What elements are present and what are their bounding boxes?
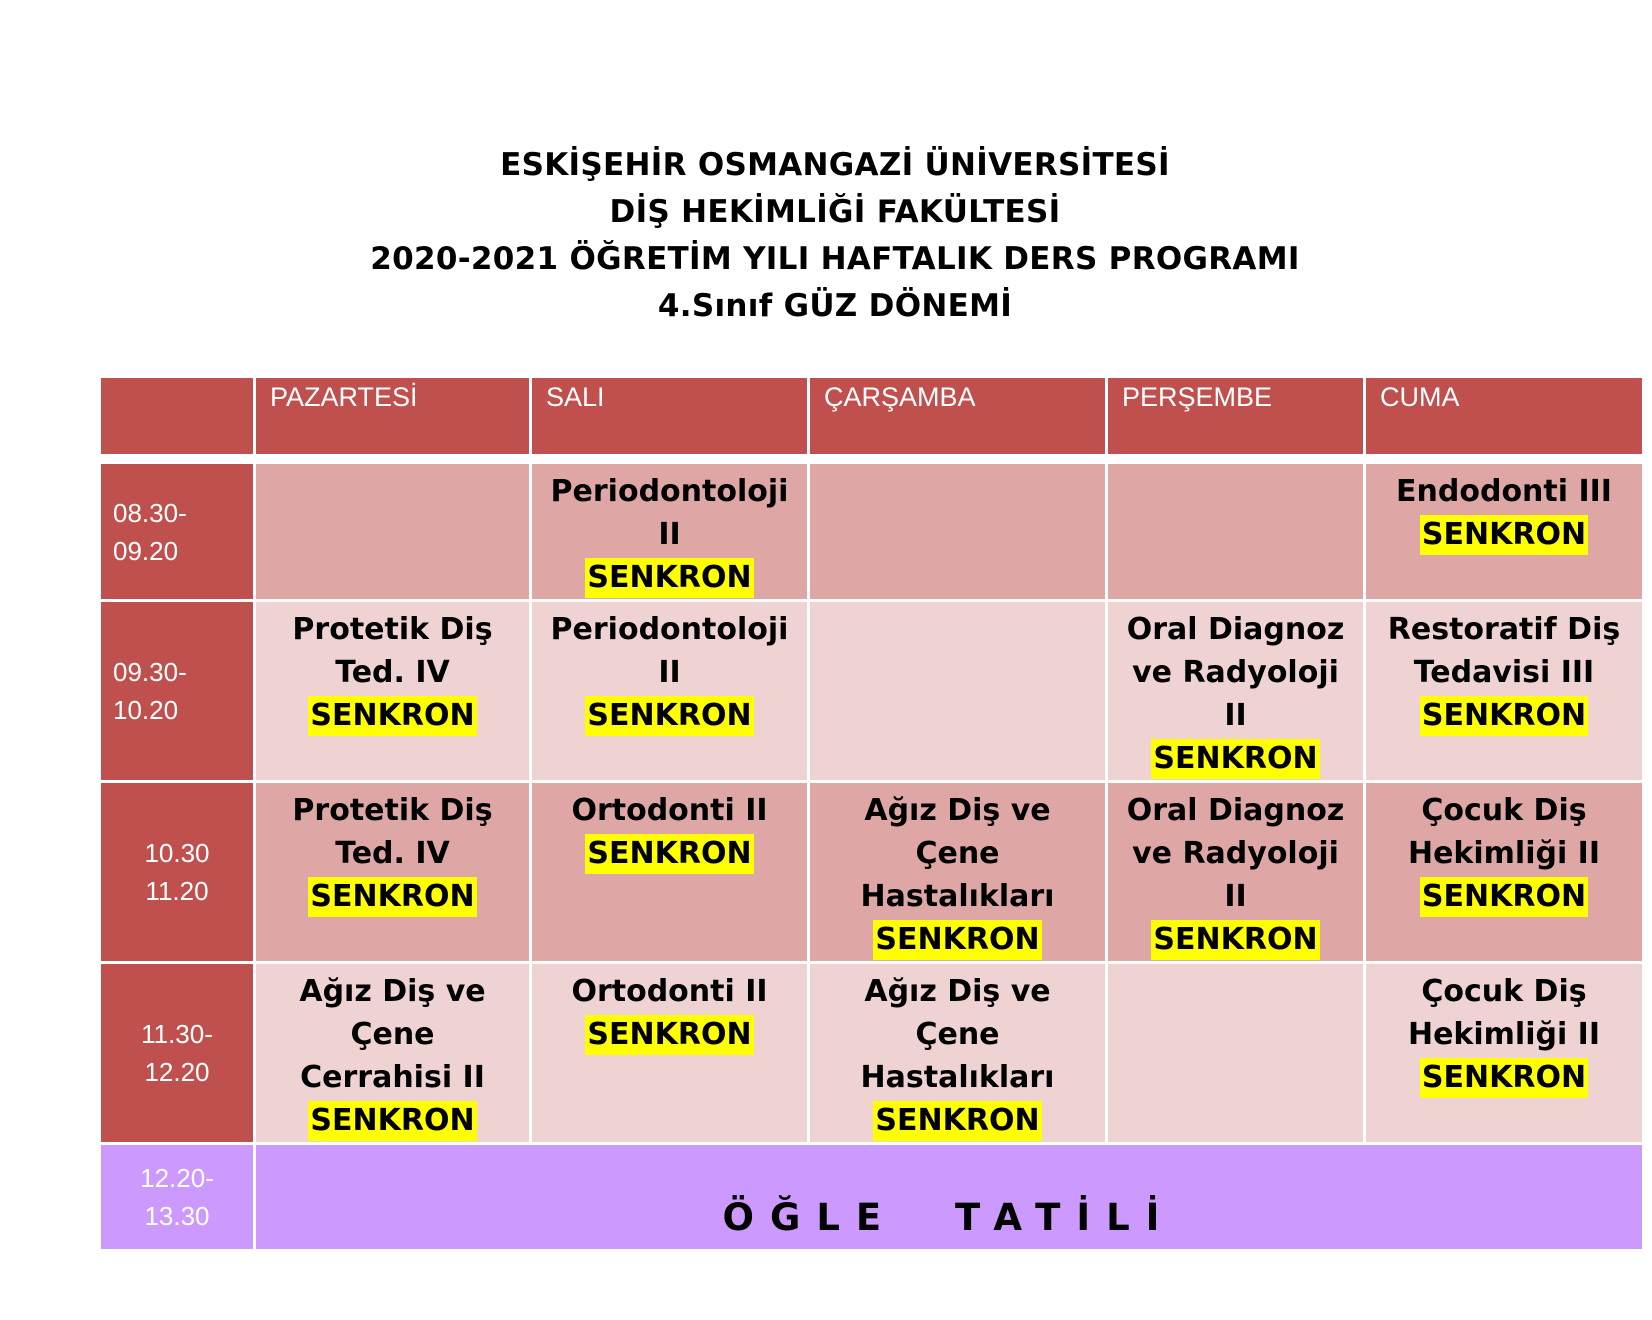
course-cell-wednesday: [810, 602, 1105, 780]
course-cell-monday: [256, 964, 529, 1142]
course-cell-friday: [1366, 964, 1642, 1142]
course-name-line: Çene: [915, 836, 1000, 871]
senkron-badge: SENKRON: [308, 877, 476, 917]
course-cell-monday: [256, 464, 529, 599]
senkron-badge: SENKRON: [1151, 739, 1319, 779]
senkron-badge: SENKRON: [308, 1101, 476, 1141]
course-name-line: Çocuk Diş: [1421, 793, 1587, 828]
course-name-line: Ortodonti II: [571, 793, 768, 828]
university-name: ESKİŞEHİR OSMANGAZİ ÜNİVERSİTESİ: [500, 147, 1170, 183]
course-cell-tuesday: [532, 783, 807, 961]
weekly-schedule-table: [98, 375, 1645, 1252]
day-header-tuesday: SALI: [532, 378, 807, 454]
course-name-line: Hastalıkları: [860, 879, 1055, 914]
time-slot-row: [101, 464, 1642, 599]
time-slot-text: 10.30: [144, 838, 210, 868]
program-title: 2020-2021 ÖĞRETİM YILI HAFTALIK DERS PROGRAMI: [370, 241, 1300, 277]
time-slot-text: 11.20: [145, 876, 209, 906]
course-name-line: Restoratif Diş: [1387, 612, 1621, 647]
time-slot-text: 12.20: [144, 1057, 210, 1087]
lunch-break-label: ÖĞLE TATİLİ: [256, 1145, 1642, 1249]
day-header-wednesday: ÇARŞAMBA: [810, 378, 1105, 454]
course-name-line: Oral Diagnoz: [1126, 612, 1345, 647]
course-name-line: Periodontoloji: [550, 612, 789, 647]
day-header-thursday: PERŞEMBE: [1108, 378, 1363, 454]
course-cell-tuesday: [532, 602, 807, 780]
course-name-line: Protetik Diş: [292, 793, 493, 828]
course-name-line: II: [1224, 879, 1247, 914]
course-cell-thursday: [1108, 602, 1363, 780]
course-name-line: Ortodonti II: [571, 974, 768, 1009]
time-slot-cell: [101, 964, 253, 1142]
document-title: [0, 142, 1652, 330]
course-cell-monday: [256, 602, 529, 780]
senkron-badge: SENKRON: [308, 696, 476, 736]
header-gap: [101, 457, 1642, 461]
senkron-badge: SENKRON: [585, 1015, 753, 1055]
time-slot-text: 12.20-: [140, 1163, 214, 1193]
time-slot-row: [101, 602, 1642, 780]
lunch-time-cell: [101, 1145, 253, 1249]
course-cell-thursday: [1108, 783, 1363, 961]
course-cell-wednesday: [810, 783, 1105, 961]
course-cell-wednesday: [810, 464, 1105, 599]
senkron-badge: SENKRON: [1420, 515, 1588, 555]
time-slot-text: 09.30-: [113, 657, 187, 687]
lunch-row: [101, 1145, 1642, 1249]
senkron-badge: SENKRON: [585, 834, 753, 874]
course-name-line: Hekimliği II: [1407, 836, 1601, 871]
course-name-line: Cerrahisi II: [300, 1060, 485, 1095]
course-name-line: II: [658, 655, 681, 690]
day-header-friday: CUMA: [1366, 378, 1642, 454]
senkron-badge: SENKRON: [585, 558, 753, 598]
course-name-line: Periodontoloji: [550, 474, 789, 509]
course-name-line: Çene: [350, 1017, 435, 1052]
course-name-line: Çocuk Diş: [1421, 974, 1587, 1009]
time-slot-cell: [101, 602, 253, 780]
course-name-line: Oral Diagnoz: [1126, 793, 1345, 828]
course-name-line: II: [1224, 698, 1247, 733]
time-slot-text: 09.20: [113, 535, 179, 566]
course-name-line: Ted. IV: [335, 836, 450, 871]
course-cell-friday: [1366, 464, 1642, 599]
senkron-badge: SENKRON: [1420, 1058, 1588, 1098]
course-cell-tuesday: [532, 964, 807, 1142]
time-slot-text: 10.20: [113, 695, 179, 725]
faculty-name: DİŞ HEKİMLİĞİ FAKÜLTESİ: [609, 194, 1061, 230]
course-name-line: Ağız Diş ve: [299, 974, 486, 1009]
course-cell-wednesday: [810, 964, 1105, 1142]
senkron-badge: SENKRON: [1420, 696, 1588, 736]
senkron-badge: SENKRON: [585, 696, 753, 736]
course-name-line: Protetik Diş: [292, 612, 493, 647]
time-slot-text: 11.30-: [141, 1019, 213, 1049]
day-header-row: [101, 378, 1642, 454]
course-cell-monday: [256, 783, 529, 961]
senkron-badge: SENKRON: [1420, 877, 1588, 917]
time-slot-row: [101, 964, 1642, 1142]
course-cell-thursday: [1108, 464, 1363, 599]
time-slot-row: [101, 783, 1642, 961]
senkron-badge: SENKRON: [1151, 920, 1319, 960]
senkron-badge: SENKRON: [873, 1101, 1041, 1141]
schedule-body: [101, 457, 1642, 1249]
course-name-line: Ted. IV: [335, 655, 450, 690]
time-slot-text: 13.30: [144, 1201, 210, 1231]
course-cell-tuesday: [532, 464, 807, 599]
corner-cell: [101, 378, 253, 454]
course-name-line: Hekimliği II: [1407, 1017, 1601, 1052]
senkron-badge: SENKRON: [873, 920, 1041, 960]
course-cell-friday: [1366, 602, 1642, 780]
course-name-line: Hastalıkları: [860, 1060, 1055, 1095]
course-name-line: Tedavisi III: [1413, 655, 1595, 690]
time-slot-cell: [101, 783, 253, 961]
course-name-line: II: [658, 517, 681, 552]
course-name-line: Endodonti III: [1396, 474, 1612, 509]
course-cell-friday: [1366, 783, 1642, 961]
day-header-monday: PAZARTESİ: [256, 378, 529, 454]
course-name-line: Çene: [915, 1017, 1000, 1052]
course-name-line: Ağız Diş ve: [864, 793, 1051, 828]
course-cell-thursday: [1108, 964, 1363, 1142]
time-slot-cell: [101, 464, 253, 599]
course-name-line: ve Radyoloji: [1132, 655, 1339, 690]
course-name-line: Ağız Diş ve: [864, 974, 1051, 1009]
class-term: 4.Sınıf GÜZ DÖNEMİ: [657, 288, 1013, 324]
time-slot-text: 08.30-: [113, 497, 187, 528]
course-name-line: ve Radyoloji: [1132, 836, 1339, 871]
